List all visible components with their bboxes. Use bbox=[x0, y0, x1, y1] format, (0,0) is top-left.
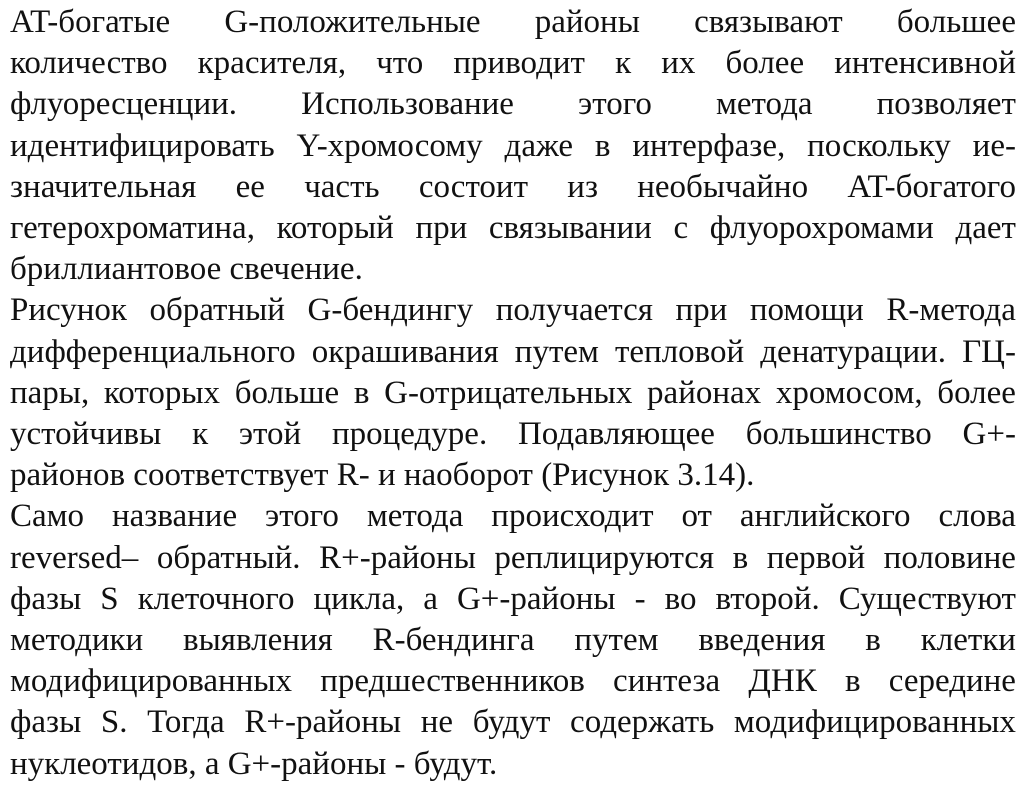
paragraph-1 bbox=[10, 2, 1016, 290]
text-line: фазы S. Тогда R+-районы не будут содержать модифицированных bbox=[10, 704, 1016, 741]
text-line: дифференциального окрашивания путем тепловой денатурации. ГЦ- bbox=[10, 333, 1016, 370]
paragraph-3 bbox=[10, 496, 1016, 784]
text-line: методики выявления R-бендинга путем введения в клетки bbox=[10, 622, 1016, 659]
text-line: фазы S клеточного цикла, а G+-районы - во второй. Существуют bbox=[10, 580, 1016, 617]
text-line: модифицированных предшественников синтеза ДНК в середине bbox=[10, 663, 1016, 700]
text-line: нуклеотидов, а G+-районы - будут. bbox=[10, 745, 498, 782]
text-line: AT-богатые G-положительные районы связывают большее bbox=[10, 4, 1016, 40]
text-line: устойчивы к этой процедуре. Подавляющее большинство G+- bbox=[10, 416, 1016, 453]
text-line: флуоресценции. Использование этого метода позволяет bbox=[10, 86, 1016, 123]
text-line: районов соответствует R- и наоборот (Рисунок 3.14). bbox=[10, 457, 755, 494]
text-line: Рисунок обратный G-бендингу получается при помощи R-метода bbox=[10, 292, 1016, 329]
text-line: гетерохроматина, который при связывании с флуорохромами дает bbox=[10, 210, 1016, 247]
text-line: идентифицировать Y-хромосому даже в интерфазе, поскольку ие- bbox=[10, 127, 1016, 164]
text-line: значительная ее часть состоит из необычайно AT-богатого bbox=[10, 168, 1016, 205]
text-line: Само название этого метода происходит от английского слова bbox=[10, 498, 1016, 535]
text-line: количество красителя, что приводит к их более интенсивной bbox=[10, 45, 1016, 82]
text-line: reversed– обратный. R+-районы реплицируются в первой половине bbox=[10, 539, 1016, 576]
document-page bbox=[10, 2, 1016, 785]
paragraph-2 bbox=[10, 290, 1016, 496]
text-line: бриллиантовое свечение. bbox=[10, 251, 363, 288]
text-line: пары, которых больше в G-отрицательных районах хромосом, более bbox=[10, 374, 1016, 411]
